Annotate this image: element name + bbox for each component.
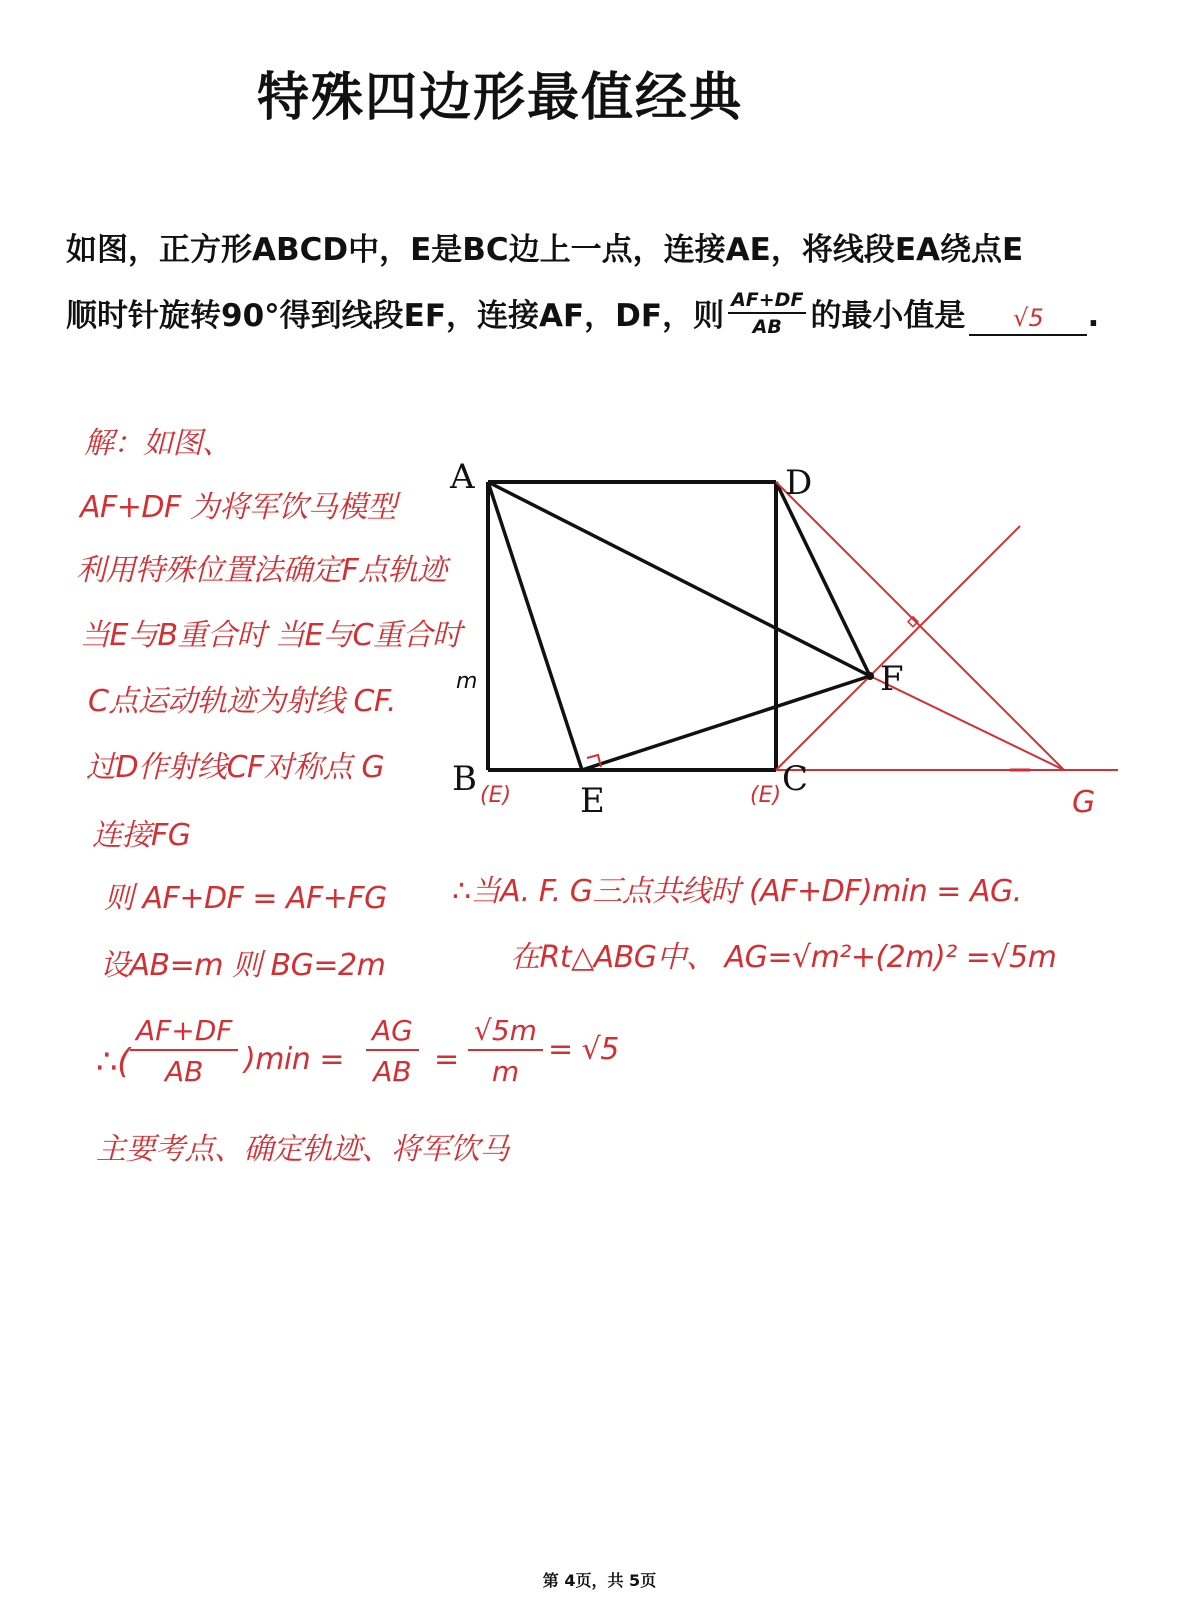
solution-fraction-2 <box>366 1014 419 1088</box>
problem-line-2-tail: 的最小值是 <box>810 298 966 334</box>
label-f: F <box>880 659 904 699</box>
problem-line-1: 如图，正方形ABCD中，E是BC边上一点，连接AE，将线段EA绕点E <box>66 232 1024 268</box>
problem-fraction <box>728 289 806 338</box>
fraction-denominator: AB <box>752 316 782 338</box>
label-b: B <box>452 759 477 799</box>
segment-df <box>776 482 870 676</box>
solution-line-6: 过D作射线CF对称点 G <box>86 750 385 785</box>
solution-line-8b: ∴当A. F. G三点共线时 (AF+DF)min = AG. <box>452 874 1022 909</box>
solution-fraction-1-den: AB <box>165 1055 204 1088</box>
segment-af <box>488 482 870 676</box>
solution-line-7: 连接FG <box>92 818 191 853</box>
solution-line-4: 当E与B重合时 当E与C重合时 <box>80 618 462 653</box>
solution-fraction-2-num: AG <box>366 1014 419 1051</box>
solution-line-3: 利用特殊位置法确定F点轨迹 <box>76 553 447 588</box>
label-a: A <box>450 457 475 497</box>
page-title: 特殊四边形最值经典 <box>256 68 743 128</box>
geometry-diagram <box>440 440 1130 840</box>
solution-line-9a: 设AB=m 则 BG=2m <box>100 948 386 983</box>
solution-result: = √5 <box>548 1032 619 1067</box>
solution-line-2: AF+DF 为将军饮马模型 <box>80 490 397 525</box>
problem-line-2 <box>66 290 1156 342</box>
segment-ae <box>488 482 582 770</box>
solution-line-8a: 则 AF+DF = AF+FG <box>104 881 387 916</box>
label-c: C <box>782 759 809 799</box>
label-e: E <box>580 781 605 821</box>
solution-therefore: ∴( <box>96 1042 130 1082</box>
fraction-numerator: AF+DF <box>728 289 806 314</box>
solution-line-1: 解：如图、 <box>84 426 232 461</box>
label-c-e: (E) <box>750 783 782 808</box>
solution-fraction-2-den: AB <box>373 1055 412 1088</box>
solution-min: )min = <box>244 1042 344 1077</box>
label-m: m <box>456 669 478 694</box>
solution-equals: = <box>434 1042 459 1077</box>
solution-fraction-3 <box>468 1014 543 1088</box>
solution-fraction-3-den: m <box>491 1055 520 1088</box>
solution-key-points: 主要考点、确定轨迹、将军饮马 <box>96 1132 509 1167</box>
solution-fraction-3-num: √5m <box>468 1014 543 1051</box>
problem-period: . <box>1087 298 1100 334</box>
point-f <box>866 672 874 680</box>
segment-ef <box>582 676 870 770</box>
page-footer: 第 4页，共 5页 <box>542 1571 657 1590</box>
label-g: G <box>1072 785 1096 820</box>
label-d: D <box>785 463 813 503</box>
square-abcd <box>488 482 776 770</box>
solution-fraction-1 <box>130 1014 238 1088</box>
solution-fraction-1-num: AF+DF <box>130 1014 238 1051</box>
solution-line-5: C点运动轨迹为射线 CF. <box>88 684 396 719</box>
problem-line-2-text: 顺时针旋转90°得到线段EF，连接AF，DF，则 <box>66 298 725 334</box>
label-b-e: (E) <box>480 783 512 808</box>
answer-value: √5 <box>1013 304 1044 332</box>
solution-line-9b: 在Rt△ABG中、 AG=√m²+(2m)² =√5m <box>510 940 1057 975</box>
answer-blank <box>969 298 1087 336</box>
